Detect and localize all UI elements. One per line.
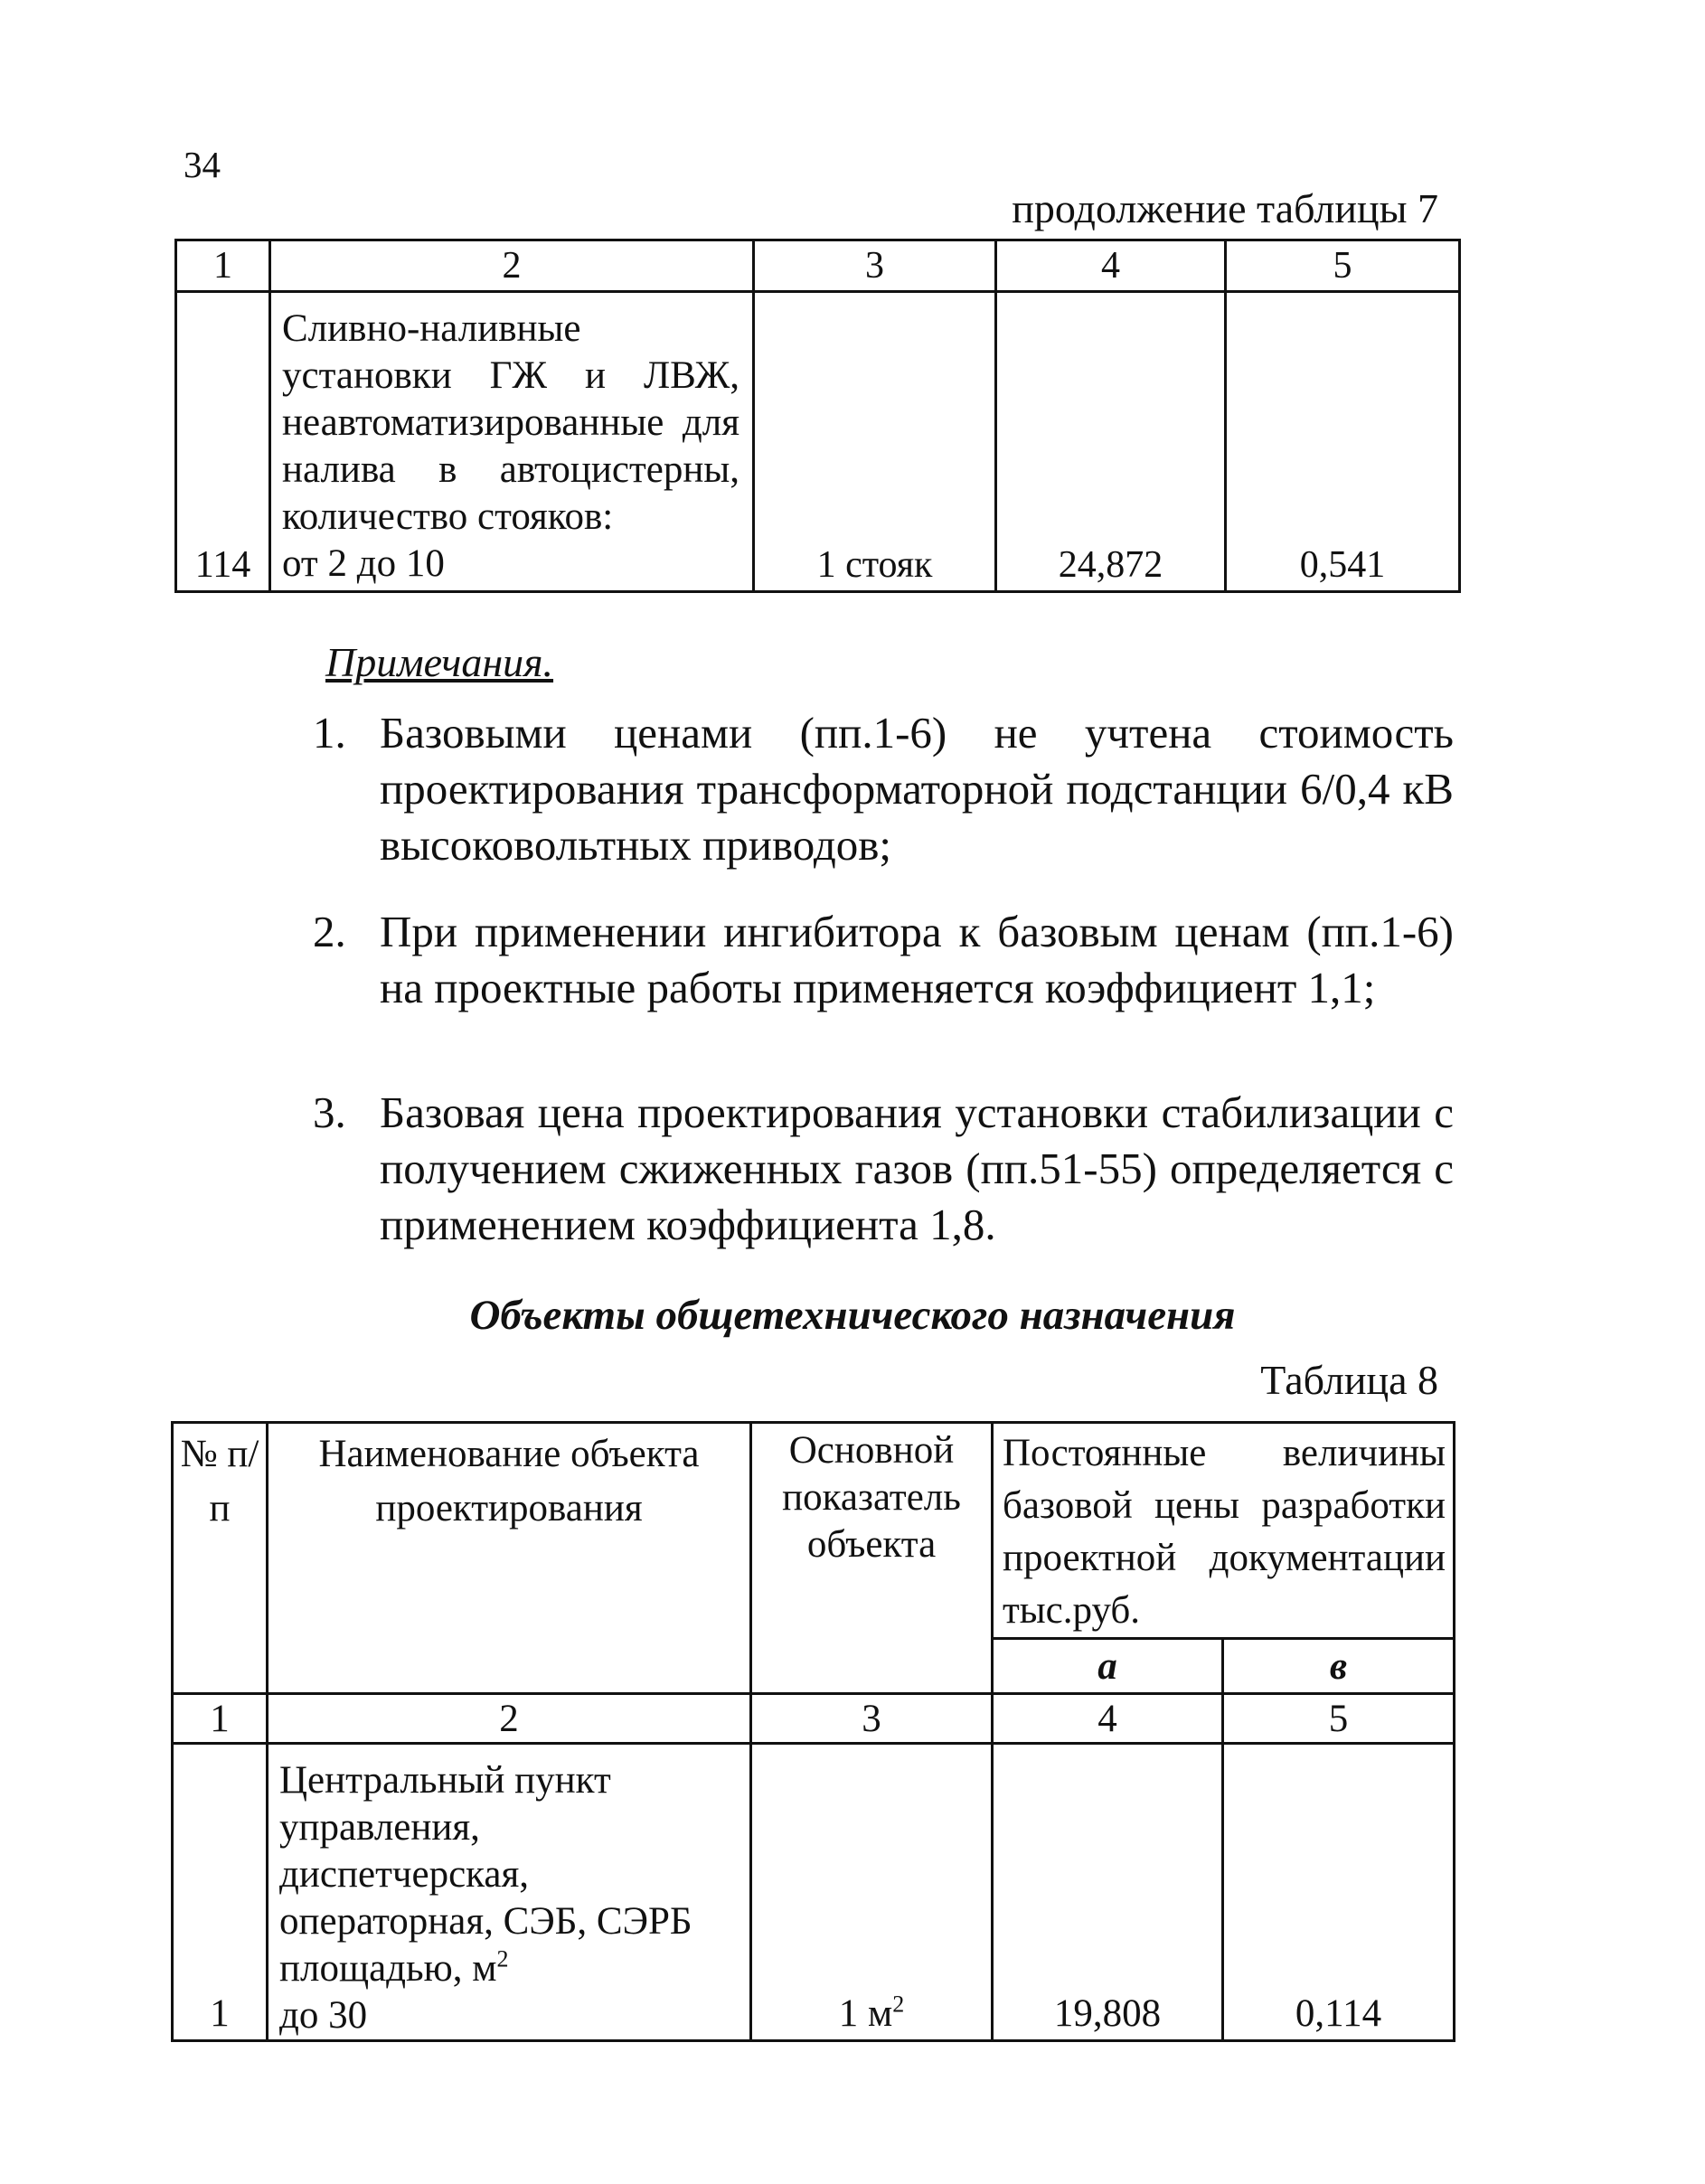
header-constants: Постоянные величины базовой цены разработки проектной документации тыс.руб.: [993, 1423, 1455, 1639]
table-row: [176, 292, 1460, 592]
table-label: Таблица 8: [1260, 1357, 1438, 1403]
indicator-cell: 1 стояк: [754, 292, 996, 592]
header-cell: 1: [176, 240, 270, 292]
note-item: [313, 1085, 1454, 1253]
value-a-cell: 24,872: [996, 292, 1226, 592]
table-8: [171, 1421, 1455, 2042]
header-indicator: Основной показатель объекта: [751, 1423, 993, 1694]
index-cell: 5: [1223, 1694, 1455, 1744]
section-title: Объекты общетехнического назначения: [469, 1292, 1236, 1339]
note-number: 2.: [313, 907, 346, 956]
header-a: а: [993, 1639, 1223, 1694]
table-row: [173, 1744, 1455, 2041]
value-b-cell: 0,114: [1223, 1744, 1455, 2041]
index-cell: 1: [173, 1694, 268, 1744]
note-text: Базовая цена проектирования установки стабилизации с получением сжиженных газов (пп.51-55) определяется с применением коэффициента 1,8.: [380, 1087, 1454, 1249]
table-7: [174, 239, 1461, 593]
value-a-cell: 19,808: [993, 1744, 1223, 2041]
header-cell: 3: [754, 240, 996, 292]
header-cell: 5: [1226, 240, 1460, 292]
object-name-cell: [270, 292, 754, 592]
index-cell: 4: [993, 1694, 1223, 1744]
superscript: 2: [892, 1991, 905, 2018]
row-index: 1: [173, 1744, 268, 2041]
note-text: Базовыми ценами (пп.1-6) не учтена стоимость проектирования трансформаторной подстанции 6/0,4 кВ высоковольтных приводов;: [380, 708, 1454, 870]
note-number: 1.: [313, 708, 346, 758]
header-object-name: Наименование объекта проектирования: [268, 1423, 751, 1694]
table-header-row: [173, 1423, 1455, 1639]
header-b: в: [1223, 1639, 1455, 1694]
value-b-cell: 0,541: [1226, 292, 1460, 592]
index-cell: 3: [751, 1694, 993, 1744]
page-number: 34: [184, 144, 221, 185]
indicator-cell: [751, 1744, 993, 2041]
indicator: 1 м: [838, 1992, 893, 2035]
header-cell: 2: [270, 240, 754, 292]
table-header-row: [176, 240, 1460, 292]
object-name-line: [279, 1757, 737, 1992]
note-item: [313, 904, 1454, 1016]
object-name-cell: [268, 1744, 751, 2041]
object-range: до 30: [279, 1994, 368, 2037]
object-range: от 2 до 10: [282, 542, 445, 585]
note-number: 3.: [313, 1087, 346, 1137]
header-cell: 4: [996, 240, 1226, 292]
notes-title: Примечания.: [325, 639, 554, 685]
table-continuation-label: продолжение таблицы 7: [1012, 185, 1438, 231]
object-name: Сливно-наливные установки ГЖ и ЛВЖ, неавтоматизированные для налива в автоцистерны, количество стояков:: [282, 307, 739, 538]
note-text: При применении ингибитора к базовым ценам (пп.1-6) на проектные работы применяется коэффициент 1,1;: [380, 907, 1454, 1012]
row-index: 114: [176, 292, 270, 592]
superscript: 2: [496, 1945, 509, 1972]
table-index-row: [173, 1694, 1455, 1744]
index-cell: 2: [268, 1694, 751, 1744]
note-item: [313, 705, 1454, 873]
header-number: № п/п: [173, 1423, 268, 1694]
object-name: Центральный пункт управления, диспетчерская, операторная, СЭБ, СЭРБ площадью, м: [279, 1759, 692, 1990]
